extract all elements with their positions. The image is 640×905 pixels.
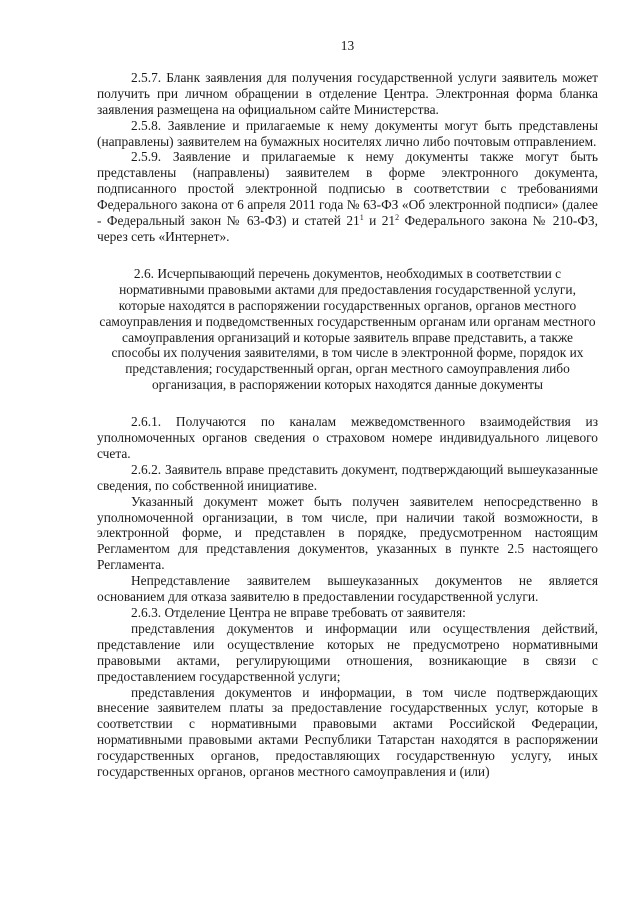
paragraph-indicated-document: Указанный документ может быть получен заявителем непосредственно в уполномоченной организации, в том числе, при наличии такой возможности, в электронной форме, и представлен в порядке, предусмотренном настоящим Регламентом для представления документов, указанных в пункте 2.5 настоящего Регламента. [97, 493, 598, 573]
list-item-2: представления документов и информации, в том числе подтверждающих внесение заявителем платы за предоставление государственных услуг, которые в соответствии с нормативными правовыми актами Российской Федерации, нормативными правовыми актами Республики Татарстан находятся в распоряжении государственных органов, предоставляющих государственную услугу, иных государственных органов, органов местного самоуправления и (или) [97, 684, 598, 780]
page-number: 13 [340, 38, 355, 53]
superscript-1: 1 [359, 213, 364, 223]
paragraph-2-5-9-part2: и 21 [363, 213, 396, 229]
paragraph-2-5-8: 2.5.8. Заявление и прилагаемые к нему документы могут быть представлены (направлены) заявителем на бумажных носителях лично либо почтовым отправлением. [97, 117, 598, 149]
paragraph-2-5-7: 2.5.7. Бланк заявления для получения государственной услуги заявитель может получить при личном обращении в отделение Центра. Электронная форма бланка заявления размещена на официальном сайте Министерства. [97, 69, 598, 117]
paragraph-2-6-2: 2.6.2. Заявитель вправе представить документ, подтверждающий вышеуказанные сведения, по собственной инициативе. [97, 461, 598, 493]
superscript-2: 2 [395, 213, 400, 223]
paragraph-2-5-9-part1: 2.5.9. Заявление и прилагаемые к нему документы также могут быть представлены (направлены) заявителем в форме электронного документа, подписанного простой электронной подписью в соответствии с требованиями Федерального закона от 6 апреля 2011 года № 63-ФЗ «Об электронной подписи» (далее - Федеральный закон № 63-ФЗ) и статей 21 [97, 149, 598, 229]
paragraph-2-6-3: 2.6.3. Отделение Центра не вправе требовать от заявителя: [131, 605, 466, 620]
paragraph-2-6-1: 2.6.1. Получаются по каналам межведомственного взаимодействия из уполномоченных органов сведения о страховом номере индивидуального лицевого счета. [97, 414, 598, 461]
list-item-1: представления документов и информации или осуществления действий, представление или осуществление которых не предусмотрено нормативными правовыми актами, регулирующими отношения, возникающие в связи с предоставлением государственной услуги; [97, 620, 598, 684]
paragraph-2-5-9 [97, 149, 598, 244]
section-heading-2-6: 2.6. Исчерпывающий перечень документов, необходимых в соответствии с нормативными правовыми актами для предоставления государственной услуги, которые находятся в распоряжении государственных органов, органов местного самоуправления и подведомственных государственным органам или органам местного самоуправления организаций и которые заявитель вправе представить, а также способы их получения заявителями, в том числе в электронной форме, порядок их представления; государственный орган, орган местного самоуправления либо организация, в распоряжении которых находятся данные документы [99, 265, 596, 393]
paragraph-nonsubmission: Непредставление заявителем вышеуказанных документов не является основанием для отказа заявителю в предоставлении государственной услуги. [97, 573, 598, 605]
paragraph-2-5-9-part3: Федерального закона № 210-ФЗ, через сеть «Интернет». [97, 213, 598, 244]
